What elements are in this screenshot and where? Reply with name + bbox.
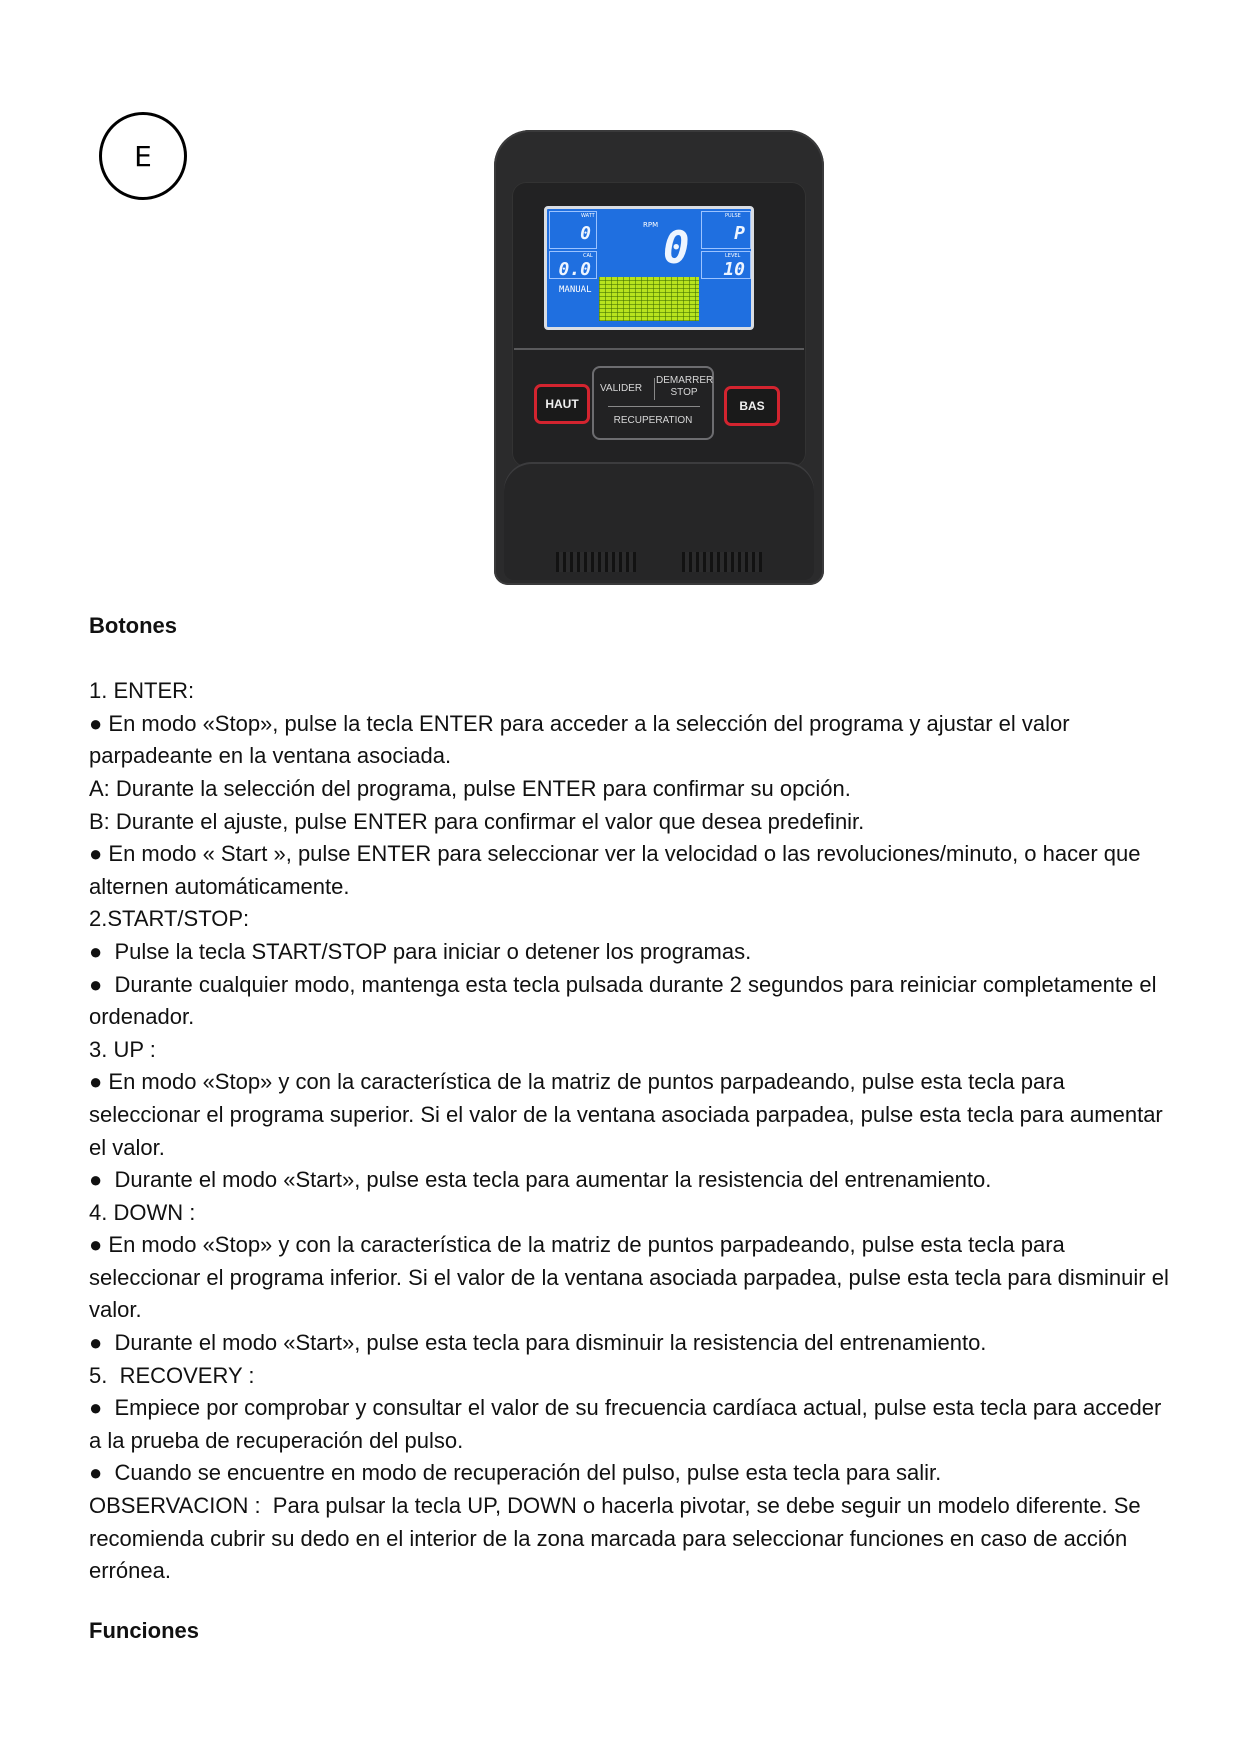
body-line: 3. UP : [89, 1036, 156, 1062]
demarrer-key[interactable]: DEMARRER [656, 375, 714, 386]
center-keypad[interactable] [592, 366, 714, 440]
body-line: ● Durante el modo «Start», pulse esta tecla para aumentar la resistencia del entrenamiento. [89, 1167, 992, 1193]
bas-button[interactable]: BAS [724, 386, 780, 426]
body-line: ● En modo «Stop» y con la característica de la matriz de puntos parpadeando, pulse esta tecla para seleccionar el programa inferior. Si el valor de la ventana asociada parpadea, pulse esta tecla para disminuir el valor. [89, 1232, 1175, 1323]
body-line: ● Durante el modo «Start», pulse esta tecla para disminuir la resistencia del entrenamiento. [89, 1330, 987, 1356]
haut-button[interactable]: HAUT [534, 384, 590, 424]
body-line: ● Empiece por comprobar y consultar el valor de su frecuencia cardíaca actual, pulse esta tecla para acceder a la prueba de recuperación del pulso. [89, 1395, 1168, 1453]
body-line: 1. ENTER: [89, 678, 195, 704]
recuperation-key[interactable]: RECUPERATION [613, 415, 693, 426]
body-line: 2.START/STOP: [89, 906, 250, 932]
cal-label: CAL [583, 253, 593, 259]
body-line: ● En modo «Stop», pulse la tecla ENTER para acceder a la selección del programa y ajustar el valor parpadeante en la ventana asociada. [89, 710, 1076, 769]
document-body [89, 610, 1175, 1588]
rpm-value: 0 [663, 223, 690, 274]
console-photo [494, 130, 824, 585]
pulse-label: PULSE [725, 213, 741, 219]
body-line: B: Durante el ajuste, pulse ENTER para confirmar el valor que desea predefinir. [89, 808, 865, 834]
watt-label: WATT [581, 213, 595, 219]
valider-key[interactable]: VALIDER [600, 383, 643, 394]
level-value: 10 [723, 259, 745, 280]
body-line: ● Pulse la tecla START/STOP para iniciar o detener los programas. [89, 938, 752, 964]
level-label: LEVEL [725, 253, 741, 259]
vent-left [556, 552, 636, 572]
lcd-screen [544, 206, 754, 330]
body-line: OBSERVACION : Para pulsar la tecla UP, DOWN o hacerla pivotar, se debe seguir un modelo diferente. Se recomienda cubrir su dedo en el interior de la zona marcada para seleccionar funciones en caso de acción errónea. [89, 1493, 1147, 1584]
keypad-vertical-separator [654, 378, 655, 400]
body-line: ● En modo «Stop» y con la característica de la matriz de puntos parpadeando, pulse esta tecla para seleccionar el programa superior. Si el valor de la ventana asociada parpadea, pulse esta tecla para aumentar el valor. [89, 1069, 1169, 1160]
keypad-horizontal-separator [608, 406, 700, 407]
watt-value: 0 [580, 223, 591, 244]
stop-key[interactable]: STOP [670, 387, 698, 398]
console-lower-housing [504, 462, 814, 580]
body-line: 5. RECOVERY : [89, 1362, 255, 1388]
body-line: ● Cuando se encuentre en modo de recuperación del pulso, pulse esta tecla para salir. [89, 1460, 942, 1486]
heading-botones: Botones [89, 613, 177, 638]
body-line: ● Durante cualquier modo, mantenga esta tecla pulsada durante 2 segundos para reiniciar completamente el ordenador. [89, 971, 1163, 1030]
console-divider [514, 348, 804, 350]
mode-label: MANUAL [559, 285, 592, 295]
rpm-label: RPM [643, 221, 659, 229]
body-line: A: Durante la selección del programa, pulse ENTER para confirmar su opción. [89, 775, 851, 801]
cal-value: 0.0 [558, 259, 591, 280]
vent-right [682, 552, 762, 572]
dot-matrix-profile [599, 277, 699, 321]
section-marker-badge: E [99, 112, 187, 200]
spacer-line [89, 643, 1169, 676]
heading-funciones: Funciones [89, 1618, 200, 1643]
pulse-value: P [734, 223, 745, 244]
body-line: ● En modo « Start », pulse ENTER para seleccionar ver la velocidad o las revoluciones/minuto, o hacer que alternen automáticamente. [89, 841, 1147, 899]
body-line: 4. DOWN : [89, 1199, 196, 1225]
